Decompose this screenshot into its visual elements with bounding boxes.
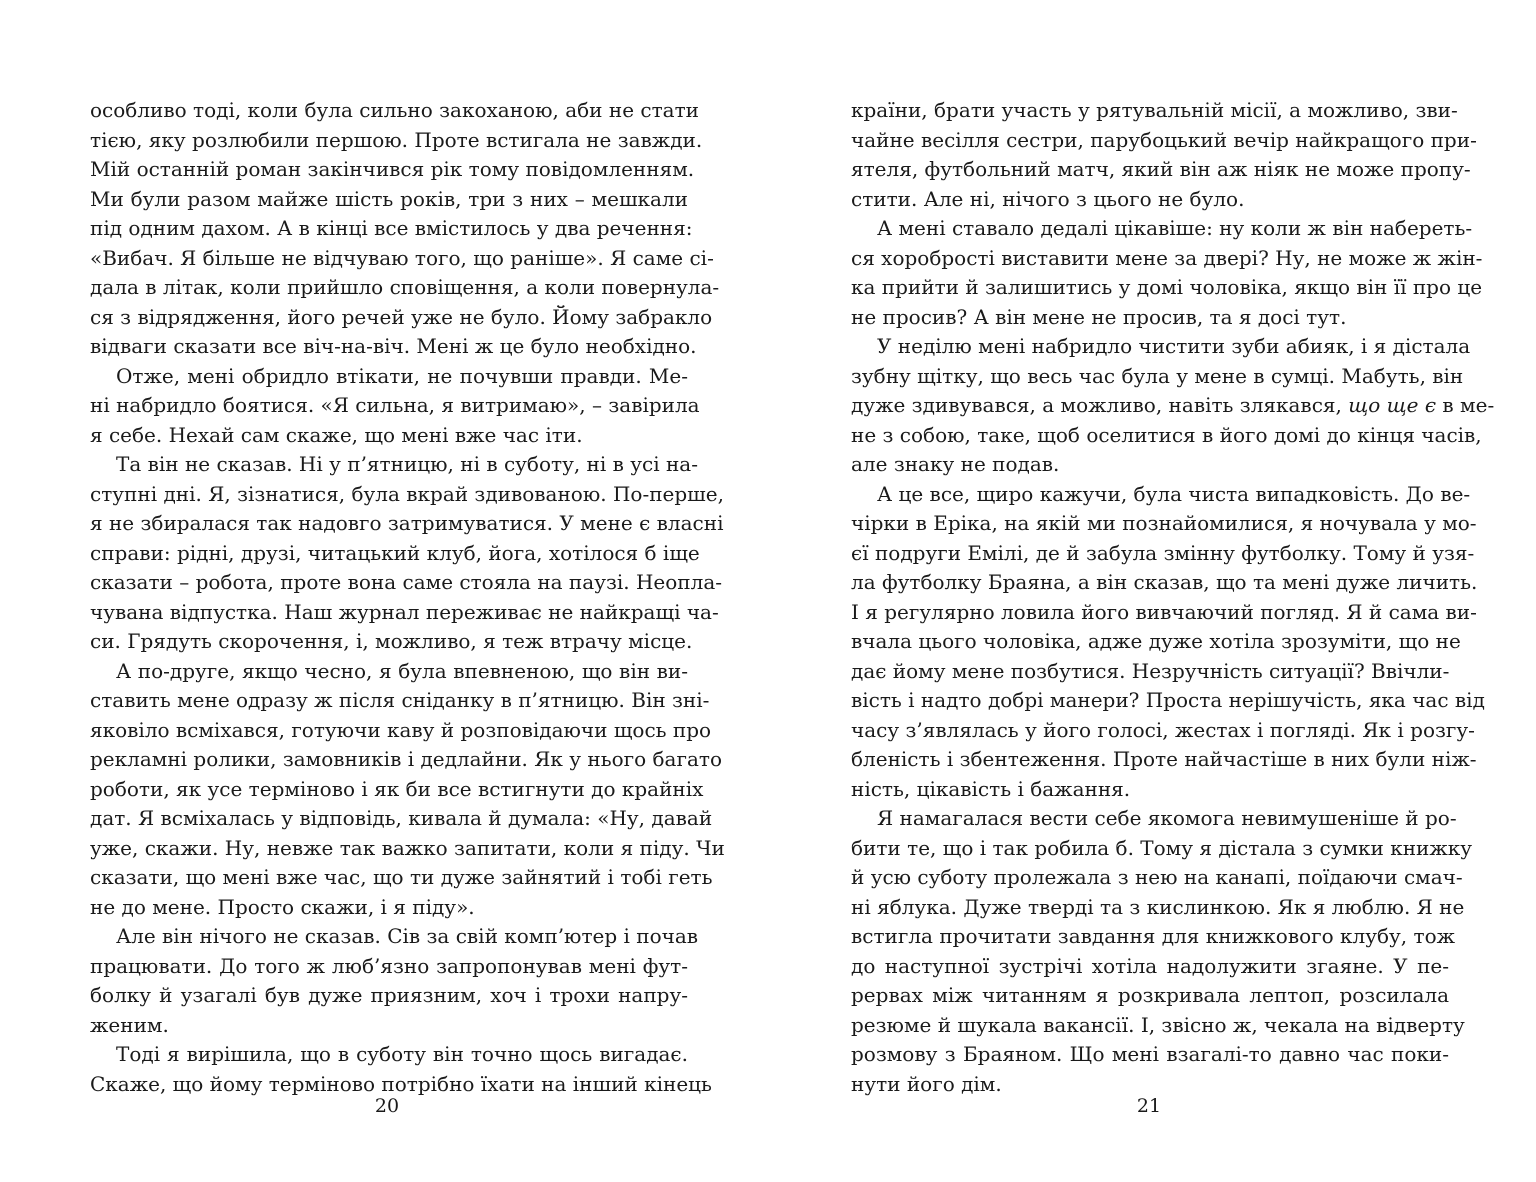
line-text: чірки в Еріка, на якій ми познайомилися, я ночувала у мо- <box>851 511 1477 535</box>
text-line <box>851 539 1475 569</box>
line-text: Та він не сказав. Ні у п’ятницю, ні в суботу, ні в усі на- <box>116 452 698 476</box>
line-text: Тоді я вирішила, що в суботу він точно щось вигадає. <box>116 1042 688 1066</box>
line-text: Але він нічого не сказав. Сів за свій комп’ютер і почав <box>116 924 699 948</box>
text-line <box>90 244 714 274</box>
text-line <box>851 332 1471 362</box>
text-line <box>851 244 1483 274</box>
text-line <box>851 657 1449 687</box>
line-text: Ми були разом майже шість років, три з них – мешкали <box>90 186 688 211</box>
line-text: болку й узагалі був дуже приязним, хоч і трохи напру- <box>90 983 688 1007</box>
line-text: справи: рідні, друзі, читацький клуб, йога, хотілося б іще <box>90 540 700 565</box>
text-line <box>90 391 700 421</box>
text-line <box>851 391 1495 421</box>
text-line <box>90 155 695 185</box>
line-text: стити. Але ні, нічого з цього не було. <box>851 186 1245 211</box>
text-line <box>90 1011 688 1041</box>
line-text: під одним дахом. А в кінці все вмістилось у два речення: <box>90 216 693 240</box>
line-text: ка прийти й залишитись у домі чоловіка, якщо він її про це <box>851 275 1483 299</box>
text-line <box>90 863 713 893</box>
line-text: дуже здивувався, а можливо, навіть злякався, <box>851 393 1349 417</box>
line-text: А по-друге, якщо чесно, я була впевненою, що він ви- <box>116 658 688 683</box>
text-line <box>851 598 1477 628</box>
text-line <box>851 686 1485 716</box>
text-line <box>851 273 1483 303</box>
text-line <box>90 922 699 952</box>
text-line <box>90 775 704 805</box>
left-page-text <box>90 96 725 1099</box>
line-text: але знаку не подав. <box>851 452 1060 476</box>
text-line <box>90 362 688 392</box>
text-line <box>90 303 713 333</box>
line-text: Мій останній роман закінчився рік тому повідомленням. <box>90 157 695 181</box>
line-text: дала в літак, коли прийшло сповіщення, а коли повернула- <box>90 275 720 299</box>
text-line <box>851 421 1482 451</box>
text-line <box>90 745 722 775</box>
line-text: до наступної зустрічі хотіла надолужити згаяне. У пе- <box>851 953 1449 978</box>
line-text: відваги сказати все віч-на-віч. Мені ж це було необхідно. <box>90 334 697 358</box>
page-number-right: 21 <box>1136 1095 1162 1117</box>
line-text: я не збиралася так надовго затримуватися. У мене є власні <box>90 511 724 535</box>
text-line <box>851 981 1449 1011</box>
line-text: ятеля, футбольний матч, який він аж ніяк не може пропу- <box>851 157 1471 181</box>
line-text: «Вибач. Я більше не відчуваю того, що раніше». Я саме сі- <box>90 245 714 270</box>
text-line <box>90 450 698 480</box>
line-text: У неділю мені набридло чистити зуби абияк, і я дістала <box>877 334 1471 358</box>
line-text: вчала цього чоловіка, адже дуже хотіла зрозуміти, що не <box>851 629 1461 653</box>
line-text: вість і надто добрі манери? Проста нерішучість, яка час від <box>851 688 1485 712</box>
line-text: єї подруги Емілі, де й забула змінну футболку. Тому й узя- <box>851 540 1475 565</box>
text-line <box>851 775 1449 805</box>
line-text: резюме й шукала вакансії. І, звісно ж, чекала на відверту <box>851 1012 1465 1037</box>
text-line <box>851 804 1457 834</box>
text-line <box>90 421 688 451</box>
line-text: ступні дні. Я, зізнатися, була вкрай здивованою. По-перше, <box>90 481 724 506</box>
line-text: ся з відрядження, його речей уже не було. Йому забракло <box>90 304 713 329</box>
text-line <box>851 568 1478 598</box>
text-line <box>90 804 713 834</box>
line-text: не до мене. Просто скажи, і я піду». <box>90 894 475 919</box>
line-text: А мені ставало дедалі цікавіше: ну коли ж він набереть- <box>877 216 1473 240</box>
line-text: тією, яку розлюбили першою. Проте встигала не завжди. <box>90 127 703 152</box>
text-line <box>90 1040 688 1070</box>
line-text: й усю суботу пролежала з нею на канапі, поїдаючи смач- <box>851 865 1463 889</box>
text-line <box>90 981 688 1011</box>
line-text: рекламні ролики, замовників і дедлайни. Як у нього багато <box>90 747 722 771</box>
line-text: ла футболку Браяна, а він сказав, що та мені дуже личить. <box>851 570 1478 594</box>
line-text-after: в ме- <box>1436 393 1495 417</box>
text-line <box>90 952 688 982</box>
text-line <box>90 509 724 539</box>
text-line <box>90 539 700 569</box>
line-text: рервах між читанням я розкривала лептоп, розсилала <box>851 983 1449 1007</box>
text-line <box>90 716 712 746</box>
line-text: сказати, що мені вже час, що ти дуже зайнятий і тобі геть <box>90 865 713 889</box>
text-line <box>90 332 697 362</box>
text-line <box>851 893 1465 923</box>
text-line <box>90 627 693 657</box>
text-line <box>90 96 699 126</box>
line-text: нути його дім. <box>851 1071 1002 1096</box>
line-text: женим. <box>90 1012 169 1037</box>
text-line <box>90 834 725 864</box>
text-line <box>851 834 1473 864</box>
text-line <box>851 627 1461 657</box>
line-text: дат. Я всміхалась у відповідь, кивала й думала: «Ну, давай <box>90 806 713 830</box>
line-text: І я регулярно ловила його вивчаючий погляд. Я й сама ви- <box>851 599 1477 624</box>
text-line <box>851 922 1456 952</box>
text-line <box>851 480 1471 510</box>
line-text: я себе. Нехай сам скаже, що мені вже час іти. <box>90 422 583 447</box>
text-line <box>90 893 688 923</box>
text-line <box>851 745 1477 775</box>
text-line <box>90 273 720 303</box>
page-number-left: 20 <box>374 1095 400 1117</box>
text-line <box>90 686 710 716</box>
text-line <box>851 362 1464 392</box>
line-text: країни, брати участь у рятувальній місії, а можливо, зви- <box>851 98 1458 122</box>
line-text: ність, цікавість і бажання. <box>851 776 1131 801</box>
line-text: уже, скажи. Ну, невже так важко запитати, коли я піду. Чи <box>90 835 725 860</box>
text-line <box>851 96 1458 126</box>
text-line <box>90 126 703 156</box>
line-text: ставить мене одразу ж після сніданку в п’ятницю. Він зні- <box>90 688 710 712</box>
line-text: ні яблука. Дуже тверді та з кислинкою. Як я люблю. Я не <box>851 894 1465 919</box>
text-line <box>90 480 724 510</box>
text-line <box>90 657 688 687</box>
text-line <box>851 126 1477 156</box>
text-line <box>851 155 1471 185</box>
line-text: А це все, щиро кажучи, була чиста випадковість. До ве- <box>877 481 1471 506</box>
line-italic-text: що ще є <box>1348 393 1437 417</box>
text-line <box>90 598 719 628</box>
text-line <box>851 716 1475 746</box>
line-text: розмову з Браяном. Що мені взагалі-то давно час поки- <box>851 1042 1449 1066</box>
line-text: часу з’являлась у його голосі, жестах і погляді. Як і розгу- <box>851 717 1475 742</box>
right-page-text <box>851 96 1495 1099</box>
line-text: ні набридло боятися. «Я сильна, я витримаю», – завірила <box>90 393 700 417</box>
text-line <box>851 185 1449 215</box>
text-line <box>90 214 693 244</box>
text-line <box>851 1011 1465 1041</box>
line-text: чувана відпустка. Наш журнал переживає не найкращі ча- <box>90 599 719 624</box>
line-text: роботи, як усе терміново і як би все встигнути до крайніх <box>90 776 704 801</box>
text-line <box>851 214 1473 244</box>
line-text: зубну щітку, що весь час була у мене в сумці. Мабуть, він <box>851 363 1464 388</box>
text-line <box>851 863 1463 893</box>
line-text: особливо тоді, коли була сильно закоханою, аби не стати <box>90 98 699 122</box>
text-line <box>90 568 723 598</box>
line-text: Отже, мені обридло втікати, не почувши правди. Ме- <box>116 363 688 388</box>
text-line <box>851 303 1449 333</box>
line-text: сказати – робота, проте вона саме стояла на паузі. Неопла- <box>90 570 723 594</box>
text-line <box>90 185 688 215</box>
line-text: бленість і збентеження. Проте найчастіше в них були ніж- <box>851 747 1477 771</box>
line-text: яковіло всміхався, готуючи каву й розповідаючи щось про <box>90 717 712 742</box>
line-text: Я намагалася вести себе якомога невимушеніше й ро- <box>877 806 1457 830</box>
line-text: працювати. До того ж люб’язно запропонував мені фут- <box>90 953 688 978</box>
line-text: си. Грядуть скорочення, і, можливо, я теж втрачу місце. <box>90 629 693 653</box>
line-text: чайне весілля сестри, парубоцький вечір найкращого при- <box>851 127 1477 152</box>
line-text: не просив? А він мене не просив, та я досі тут. <box>851 304 1347 329</box>
text-line <box>851 952 1449 982</box>
line-text: Скаже, що йому терміново потрібно їхати на інший кінець <box>90 1071 712 1096</box>
text-line <box>851 450 1449 480</box>
line-text: встигла прочитати завдання для книжкового клубу, тож <box>851 924 1456 948</box>
line-text: дає йому мене позбутися. Незручність ситуації? Ввічли- <box>851 658 1450 683</box>
line-text: не з собою, таке, щоб оселитися в його домі до кінця часів, <box>851 422 1482 447</box>
line-text: бити те, що і так робила б. Тому я дістала з сумки книжку <box>851 835 1473 860</box>
text-line <box>851 509 1477 539</box>
line-text: ся хоробрості виставити мене за двері? Ну, не може ж жін- <box>851 245 1483 270</box>
text-line <box>851 1040 1449 1070</box>
